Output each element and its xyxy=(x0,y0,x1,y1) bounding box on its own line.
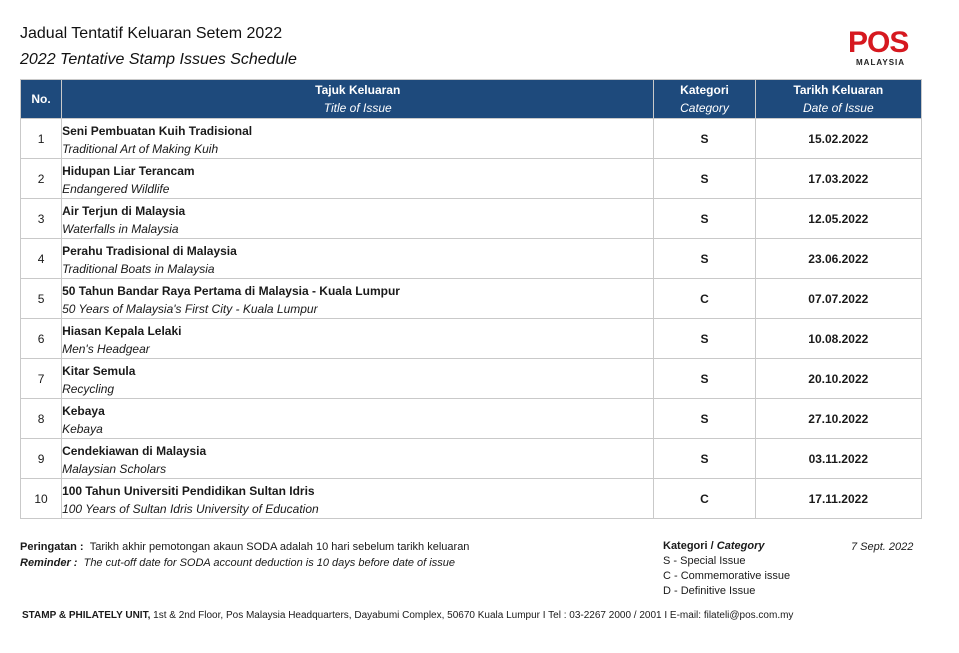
table-row xyxy=(21,439,922,479)
row-date: 12.05.2022 xyxy=(755,199,921,239)
row-date: 20.10.2022 xyxy=(755,359,921,399)
table-row xyxy=(21,359,922,399)
row-category: S xyxy=(654,399,755,439)
table-row xyxy=(21,239,922,279)
row-category: S xyxy=(654,159,755,199)
row-date: 03.11.2022 xyxy=(755,439,921,479)
legend-heading-en: Category xyxy=(716,540,765,552)
row-title-ms: Seni Pembuatan Kuih Tradisional xyxy=(62,124,253,138)
row-title-en: 100 Years of Sultan Idris University of Education xyxy=(62,502,319,516)
row-number: 7 xyxy=(21,359,62,399)
row-date: 23.06.2022 xyxy=(755,239,921,279)
reminder-label: Reminder : xyxy=(20,557,78,569)
row-title-en: Traditional Art of Making Kuih xyxy=(62,142,219,156)
row-number: 9 xyxy=(21,439,62,479)
table-row xyxy=(21,399,922,439)
footer-unit: STAMP & PHILATELY UNIT, xyxy=(22,610,151,621)
row-date: 10.08.2022 xyxy=(755,319,921,359)
legend-heading-ms: Kategori / xyxy=(663,540,714,552)
document-date: 7 Sept. 2022 xyxy=(851,541,914,553)
row-category: C xyxy=(654,279,755,319)
row-title xyxy=(62,479,654,519)
table-row xyxy=(21,119,922,159)
table-row xyxy=(21,199,922,239)
row-title-ms: Perahu Tradisional di Malaysia xyxy=(62,244,237,258)
reminder-text: The cut-off date for SODA account deduction is 10 days before date of issue xyxy=(83,557,455,569)
row-date: 15.02.2022 xyxy=(755,119,921,159)
row-number: 3 xyxy=(21,199,62,239)
row-title-en: 50 Years of Malaysia's First City - Kuala Lumpur xyxy=(62,302,318,316)
row-date: 17.03.2022 xyxy=(755,159,921,199)
row-title-en: Traditional Boats in Malaysia xyxy=(62,262,215,276)
logo-subtext: MALAYSIA xyxy=(856,58,906,67)
table-header-row xyxy=(21,80,922,119)
footer xyxy=(22,610,793,621)
logo-text: POS xyxy=(848,26,909,59)
row-title-ms: 50 Tahun Bandar Raya Pertama di Malaysia - Kuala Lumpur xyxy=(62,284,400,298)
legend-item: C - Commemorative issue xyxy=(663,570,791,582)
row-title xyxy=(62,439,654,479)
page-title: Jadual Tentatif Keluaran Setem 2022 xyxy=(20,25,283,42)
row-number: 5 xyxy=(21,279,62,319)
row-category: S xyxy=(654,439,755,479)
row-title-en: Endangered Wildlife xyxy=(62,182,170,196)
table-row xyxy=(21,279,922,319)
header-title: Tajuk Keluaran Title of Issue xyxy=(62,80,654,119)
row-title xyxy=(62,279,654,319)
row-date: 17.11.2022 xyxy=(755,479,921,519)
row-title xyxy=(62,319,654,359)
row-category: S xyxy=(654,119,755,159)
table-row xyxy=(21,159,922,199)
row-category: C xyxy=(654,479,755,519)
row-number: 4 xyxy=(21,239,62,279)
row-title-ms: Hidupan Liar Terancam xyxy=(62,164,195,178)
category-legend xyxy=(663,539,790,599)
schedule-table xyxy=(20,79,922,519)
row-title-ms: Kebaya xyxy=(62,404,105,418)
row-category: S xyxy=(654,359,755,399)
row-title-ms: 100 Tahun Universiti Pendidikan Sultan Idris xyxy=(62,484,315,498)
row-number: 1 xyxy=(21,119,62,159)
table-row xyxy=(21,479,922,519)
row-title xyxy=(62,159,654,199)
peringatan-text: Tarikh akhir pemotongan akaun SODA adalah 10 hari sebelum tarikh keluaran xyxy=(89,541,470,553)
row-title xyxy=(62,359,654,399)
row-number: 10 xyxy=(21,479,62,519)
row-category: S xyxy=(654,239,755,279)
row-title xyxy=(62,399,654,439)
pos-malaysia-logo xyxy=(848,28,923,70)
legend-item: D - Definitive Issue xyxy=(663,585,756,597)
peringatan-label: Peringatan : xyxy=(20,541,84,553)
row-number: 2 xyxy=(21,159,62,199)
row-title-ms: Hiasan Kepala Lelaki xyxy=(62,324,182,338)
row-title-ms: Air Terjun di Malaysia xyxy=(62,204,186,218)
row-title-ms: Cendekiawan di Malaysia xyxy=(62,444,207,458)
row-number: 6 xyxy=(21,319,62,359)
row-title-en: Men's Headgear xyxy=(62,342,150,356)
page-subtitle: 2022 Tentative Stamp Issues Schedule xyxy=(20,51,297,68)
reminder-note xyxy=(20,539,469,571)
legend-item: S - Special Issue xyxy=(663,555,746,567)
row-date: 07.07.2022 xyxy=(755,279,921,319)
footer-address: 1st & 2nd Floor, Pos Malaysia Headquarters, Dayabumi Complex, 50670 Kuala Lumpur I Tel : 03-2267 2000 / 2001 I E-mail: filateli@pos.com.my xyxy=(153,610,794,621)
header-date: Tarikh Keluaran Date of Issue xyxy=(755,80,921,119)
row-title xyxy=(62,239,654,279)
row-title-en: Waterfalls in Malaysia xyxy=(62,222,179,236)
row-title-en: Malaysian Scholars xyxy=(62,462,167,476)
row-title-en: Kebaya xyxy=(62,422,103,436)
header-category: Kategori Category xyxy=(654,80,755,119)
row-title-ms: Kitar Semula xyxy=(62,364,136,378)
row-category: S xyxy=(654,319,755,359)
row-title-en: Recycling xyxy=(62,382,115,396)
row-date: 27.10.2022 xyxy=(755,399,921,439)
row-category: S xyxy=(654,199,755,239)
header-no: No. xyxy=(21,80,62,119)
row-number: 8 xyxy=(21,399,62,439)
table-row xyxy=(21,319,922,359)
row-title xyxy=(62,119,654,159)
row-title xyxy=(62,199,654,239)
